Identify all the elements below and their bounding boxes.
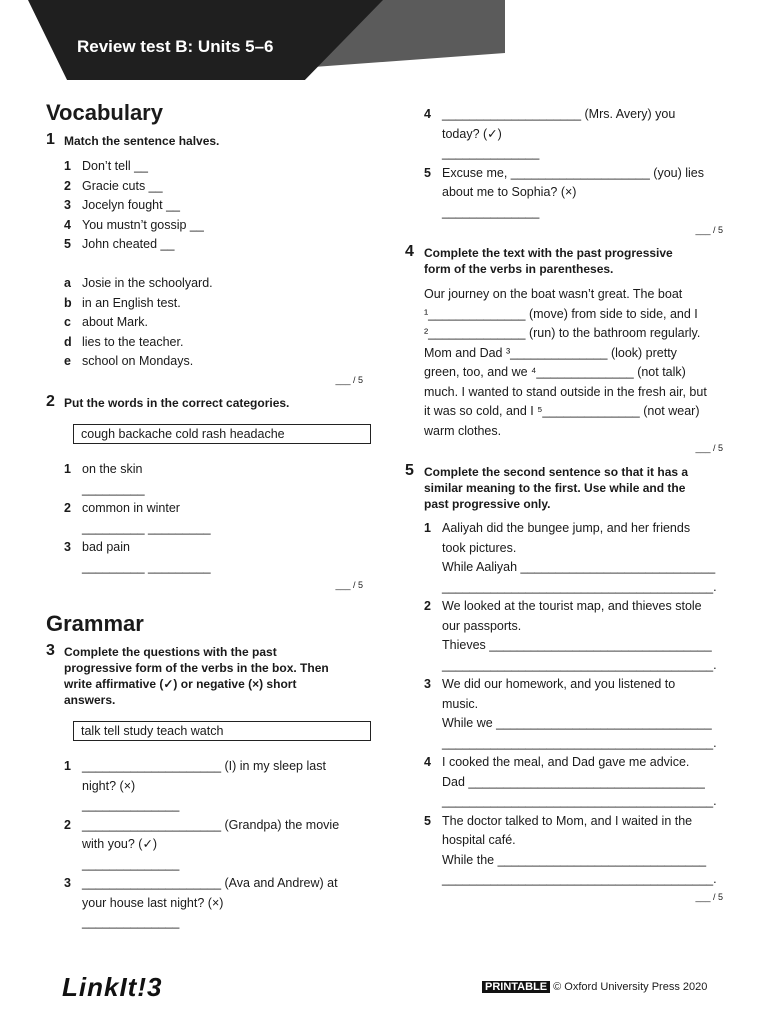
answer-blank[interactable]: ______________: [82, 915, 180, 929]
list-item: 3 ____________________ (Ava and Andrew) at: [64, 876, 338, 890]
list-item: 2 Gracie cuts __: [64, 178, 163, 193]
list-item: 5 Excuse me, ____________________ (you) lies: [424, 165, 704, 180]
answer-blank[interactable]: _______________________________________.: [442, 657, 717, 672]
ex4-score: ___ / 5: [695, 443, 723, 453]
ex1-number: 1: [46, 131, 55, 148]
list-item: 2 We looked at the tourist map, and thieves stole: [424, 599, 702, 613]
ex2-instruction: Put the words in the correct categories.: [64, 396, 290, 410]
answer-blank[interactable]: _______________________________________.: [442, 579, 717, 594]
ex3-instruction: Complete the questions with the past progressive form of the verbs in the box. Then write affirmative (✓) or negative (×) short answers.: [64, 645, 329, 707]
list-item: b in an English test.: [64, 295, 181, 310]
ex2-number: 2: [46, 393, 55, 410]
ex3-score: ___ / 5: [695, 225, 723, 235]
linkit-logo: LinkIt!3: [62, 972, 163, 1002]
ex3-items-left: 1 ____________________ (I) in my sleep last night? (×) ______________ 2 ____________________ (Grandpa) the movie with you? (✓) ______________ 3 ____________________ (Ava and Andrew) at your house last night? (×) ______________: [64, 757, 364, 933]
ex5-instruction: Complete the second sentence so that it has a similar meaning to the first. Use while and the past progressive only.: [424, 465, 689, 511]
list-item: c about Mark.: [64, 315, 149, 329]
answer-blank[interactable]: _______________________________________.: [442, 794, 717, 808]
page-title: Review test B: Units 5–6: [77, 37, 274, 56]
ex2-word-box: cough backache cold rash headache: [73, 424, 371, 444]
list-item: e school on Mondays.: [64, 354, 194, 368]
ex5-items: 1 Aaliyah did the bungee jump, and her friends took pictures. While Aaliyah ____________________________ _______________________________________. 2 We looked at the tourist map, and thieves stole our passports. Thieves ________________________________ _______________________________________. 3 We did our homework, and you listened to music. While we _______________________________ _______________________________________. 4 I cooked the meal, and Dad gave me advice. Dad __________________________________ _______________________________________. 5 The doctor talked to Mom, and I waited in the hospital café. While the ______________________________ _______________________________________.: [424, 519, 724, 890]
ex3-word-box: talk tell study teach watch: [73, 721, 371, 741]
list-item: 1 on the skin: [64, 462, 143, 476]
answer-blank[interactable]: _________: [82, 481, 145, 496]
list-item: 1 ____________________ (I) in my sleep last: [64, 759, 326, 773]
answer-blank[interactable]: _________ _________: [82, 559, 211, 574]
list-item: 5 The doctor talked to Mom, and I waited in the: [424, 813, 693, 828]
answer-blank[interactable]: _________ _________: [82, 520, 211, 535]
ex3-number: 3: [46, 642, 55, 659]
answer-blank[interactable]: Thieves ________________________________: [442, 638, 712, 652]
vocabulary-heading: Vocabulary: [46, 100, 163, 125]
answer-blank[interactable]: _______________________________________.: [442, 735, 717, 750]
list-item: 5 John cheated __: [64, 237, 175, 251]
ex2-items: [64, 460, 364, 577]
ex5-score: ___ / 5: [695, 892, 723, 902]
footer-copyright: PRINTABLE © Oxford University Press 2020: [482, 981, 707, 993]
ex1-items: [64, 157, 364, 255]
grammar-heading: Grammar: [46, 611, 144, 636]
answer-blank[interactable]: ______________: [82, 856, 180, 871]
list-item: 2 common in winter: [64, 501, 180, 515]
ex4-text: Our journey on the boat wasn’t great. The boat ¹______________ (move) from side to side, and I ²______________ (run) to the bathroom regularly. Mom and Dad ³______________ (look) pretty green, too, and we ⁴______________ (not talk) much. I wanted to stand outside in the fresh air, but it was so cold, and I ⁵______________ (not wear) warm clothes.: [424, 287, 707, 438]
ex2-score: ___ / 5: [335, 580, 363, 590]
answer-blank[interactable]: While Aaliyah ____________________________: [442, 560, 716, 574]
list-item: 1 Aaliyah did the bungee jump, and her friends: [424, 521, 691, 535]
list-item: 1 Don’t tell __: [64, 159, 149, 173]
answer-blank[interactable]: _______________________________________.: [442, 872, 717, 886]
answer-blank[interactable]: While we _______________________________: [442, 716, 712, 730]
printable-badge: PRINTABLE: [482, 981, 550, 993]
answer-blank[interactable]: ______________: [82, 798, 180, 812]
ex1-score: ___ / 5: [335, 375, 363, 385]
answer-blank[interactable]: Dad __________________________________: [442, 774, 705, 789]
ex4-instruction: Complete the text with the past progressive form of the verbs in parentheses.: [424, 246, 673, 276]
list-item: 3 Jocelyn fought __: [64, 198, 180, 212]
list-item: 3 We did our homework, and you listened to: [424, 677, 676, 691]
answer-blank[interactable]: ______________: [442, 204, 540, 219]
list-item: a Josie in the schoolyard.: [64, 276, 213, 290]
ex1-endings: [64, 274, 364, 372]
ex1-instruction: Match the sentence halves.: [64, 134, 220, 148]
list-item: 4 I cooked the meal, and Dad gave me advice.: [424, 755, 690, 769]
answer-blank[interactable]: While the ______________________________: [442, 852, 707, 867]
ex4-number: 4: [405, 243, 414, 260]
list-item: 4 ____________________ (Mrs. Avery) you: [424, 107, 676, 121]
list-item: d lies to the teacher.: [64, 334, 184, 349]
list-item: 2 ____________________ (Grandpa) the movie: [64, 817, 340, 832]
ex5-number: 5: [405, 462, 414, 479]
answer-blank[interactable]: ______________: [442, 146, 540, 160]
list-item: 4 You mustn’t gossip __: [64, 217, 204, 232]
list-item: 3 bad pain: [64, 540, 130, 554]
ex3-items-right: 4 ____________________ (Mrs. Avery) you today? (✓) ______________ 5 Excuse me, ____________________ (you) lies about me to Sophia? (×) ______________: [424, 105, 724, 222]
